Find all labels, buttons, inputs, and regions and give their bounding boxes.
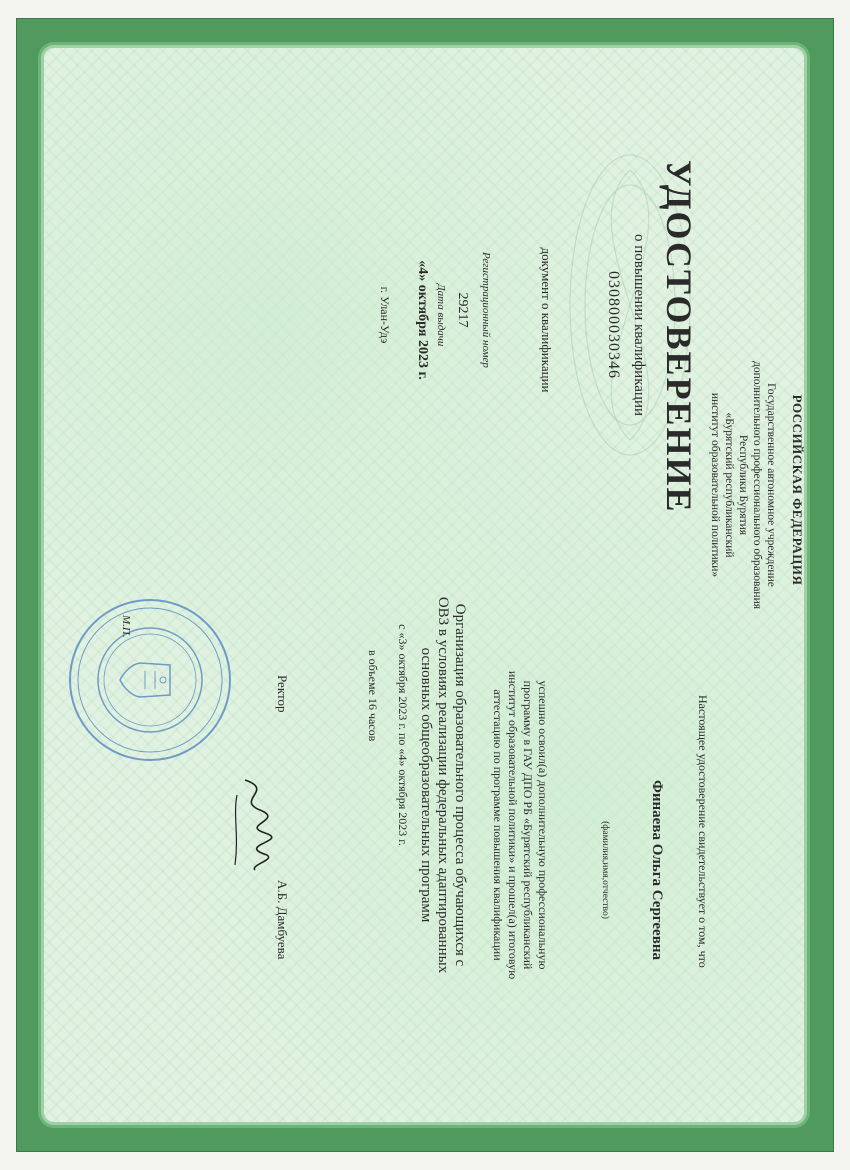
holder-name-caption: (фамилия,имя,отчество) xyxy=(600,821,610,919)
rector-title: Ректор xyxy=(275,675,290,713)
issue-city: г. Улан-Удэ xyxy=(378,286,392,344)
program-line-1: Организация образовательного процесса обучающихся с xyxy=(452,603,468,967)
statement-line-2: программу в ГАУ ДПО РБ «Бурятский республиканский xyxy=(521,680,535,970)
issue-date: «4» октября 2023 г. xyxy=(415,260,430,380)
issuer-line-5: институт образовательной политики» xyxy=(709,392,721,578)
issuer-line-3: Республики Бурятия xyxy=(737,434,749,536)
document-type: документ о квалификации xyxy=(539,247,554,393)
training-hours xyxy=(365,650,380,800)
program-line-2: ОВЗ в условиях реализации федеральных адаптированных xyxy=(435,596,451,974)
issuer-line-4: «Бурятский республиканский xyxy=(723,412,735,558)
issuer-organization xyxy=(708,175,778,795)
hours-value: 16 часов xyxy=(366,697,380,742)
hours-label: в объеме xyxy=(366,650,380,695)
completion-statement xyxy=(490,565,550,1085)
registration-number: 29217 xyxy=(455,292,470,328)
issuer-line-1: Государственное автономное учреждение xyxy=(765,383,777,587)
statement-line-3: институт образовательной политики» и прошел(а) итоговую xyxy=(506,670,520,980)
holder-name: Финаева Ольга Сергеевна xyxy=(649,780,665,960)
issuer-line-2: дополнительного профессионального образования xyxy=(751,360,763,610)
statement-line-4: аттестацию по программе повышения квалификации xyxy=(491,689,505,961)
training-period: с «3» октября 2023 г. по «4» октября 2023 г. xyxy=(396,624,410,846)
program-title xyxy=(417,505,468,1065)
certificate-number: 030800030346 xyxy=(605,271,622,379)
official-seal-icon xyxy=(65,595,235,765)
rector-signature-icon xyxy=(225,775,285,875)
country-heading: РОССИЙСКАЯ ФЕДЕРАЦИЯ xyxy=(790,394,805,586)
program-line-3: основных общеобразовательных программ xyxy=(418,647,434,923)
statement-line-1: успешно освоил(а) дополнительную профессиональную xyxy=(536,680,550,970)
document-subtitle: о повышении квалификации xyxy=(631,234,647,416)
intro-text: Настоящее удостоверение свидетельствует о том, что xyxy=(696,695,710,968)
issue-date-label: Дата выдачи xyxy=(435,283,447,347)
document-title: УДОСТОВЕРЕНИЕ xyxy=(659,160,699,514)
registration-number-label: Регистрационный номер xyxy=(480,252,492,368)
seal-placement-mark: М.П. xyxy=(120,615,132,638)
rector-name: А.Б. Дамбуева xyxy=(275,880,290,960)
